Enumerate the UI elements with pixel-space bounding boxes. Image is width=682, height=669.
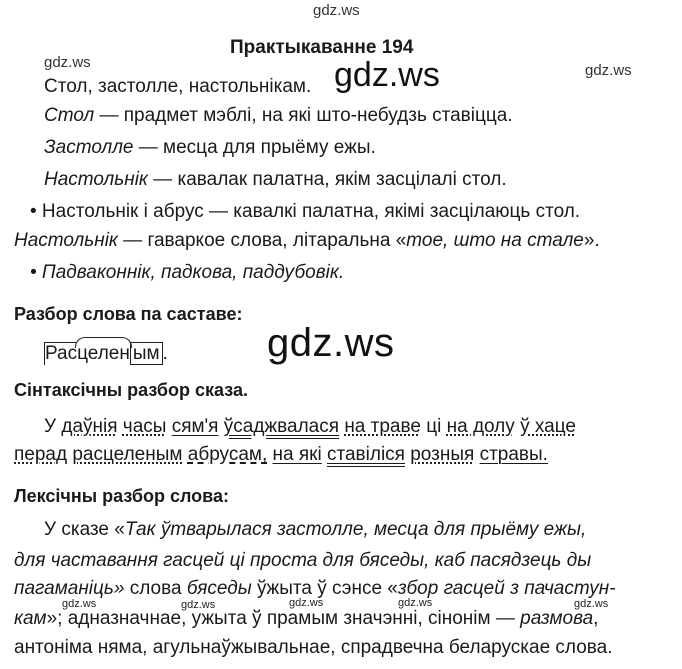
lexical-line-2: для частавання гасцей ці проста для бяседы, каб пасядзець ды bbox=[14, 550, 592, 571]
term-zastolle: Застолле bbox=[44, 137, 134, 158]
morph-heading: Разбор слова па саставе: bbox=[14, 304, 243, 324]
syntax-word-na-dolu: на долу bbox=[446, 416, 515, 437]
watermark-right: gdz.ws bbox=[585, 62, 632, 79]
syntax-subject: сям'я bbox=[171, 416, 219, 437]
lexical-line-5: антоніма няма, агульнаўжывальнае, спрадвечна беларускае слова. bbox=[14, 637, 613, 658]
syntax-word-perad: перад bbox=[14, 444, 68, 465]
syntax-word-na-yaki: на якi bbox=[272, 444, 322, 465]
text-line-6 bbox=[14, 230, 600, 252]
lexical-heading: Лексічны разбор слова: bbox=[14, 486, 229, 506]
text-line-3 bbox=[44, 137, 376, 159]
morph-dot: . bbox=[162, 343, 168, 364]
lexical-line-3: пагаманіць» слова бяседы ўжыта ў сэнсе «збор гасцей з пачастун- bbox=[14, 578, 616, 599]
watermark-left: gdz.ws bbox=[44, 54, 91, 71]
syntax-word-daunia: даўнія bbox=[61, 416, 118, 437]
text-line-7: • Падваконнік, падкова, паддубовік. bbox=[30, 262, 345, 283]
syntax-word-stravy: стравы. bbox=[479, 444, 548, 465]
syntax-word-rascelenym: расцеленым bbox=[72, 444, 183, 465]
watermark-bottom-3: gdz.ws bbox=[289, 597, 324, 609]
term-nastolnik-2: Настольнік bbox=[14, 230, 118, 251]
text-line-2 bbox=[44, 105, 513, 127]
watermark-bottom-5: gdz.ws bbox=[574, 598, 609, 610]
text-line-4 bbox=[44, 169, 507, 191]
morph-root: целен bbox=[77, 343, 130, 365]
watermark-top: gdz.ws bbox=[313, 2, 360, 19]
text-line-1: Стол, застолле, настольнікам. bbox=[44, 76, 312, 97]
morph-word bbox=[44, 342, 168, 365]
watermark-center: gdz.ws bbox=[334, 56, 440, 94]
syntax-line-2 bbox=[14, 444, 548, 466]
text-line-5: • Настольнік і абрус — кавалкі палатна, якімі засцілаюць стол. bbox=[30, 201, 581, 222]
syntax-predicate: ўсаджвалася bbox=[223, 416, 340, 437]
syntax-word-u-hace: ў хаце bbox=[520, 416, 576, 437]
watermark-bottom-4: gdz.ws bbox=[398, 597, 433, 609]
term-nastolnik: Настольнік bbox=[44, 169, 148, 190]
literal-quote: тое, што на стале bbox=[406, 230, 584, 251]
definition-stol: — прадмет мэблі, на які што-небудзь ставіцца. bbox=[94, 105, 513, 126]
literal-quote-end: ». bbox=[583, 230, 600, 251]
exercise-title: Практыкаванне 194 bbox=[230, 37, 414, 58]
syntax-word-roznyia: розныя bbox=[410, 444, 475, 465]
lexical-line-1: У сказе «Так ўтварылася застолле, месца для прыёму ежы, bbox=[44, 519, 587, 540]
lexical-line-4: кам»; адназначнае, ужыта ў прамым значэнні, сінонім — размова, bbox=[14, 608, 599, 629]
syntax-line-1 bbox=[44, 416, 576, 438]
morph-ending: ым bbox=[130, 342, 163, 365]
syntax-word-abrusam: абрусам, bbox=[187, 444, 268, 465]
morph-prefix: Рас bbox=[45, 343, 78, 364]
definition-zastolle: — месца для прыёму ежы. bbox=[133, 137, 376, 158]
syntax-heading: Сінтаксічны разбор сказа. bbox=[14, 380, 248, 400]
term-stol: Стол bbox=[44, 105, 95, 126]
syntax-word-chasy: часы bbox=[122, 416, 167, 437]
definition-nastolnik: — кавалак палатна, якім засцілалі стол. bbox=[147, 169, 507, 190]
watermark-middle: gdz.ws bbox=[267, 321, 395, 365]
watermark-bottom-1: gdz.ws bbox=[62, 598, 97, 610]
literal-meaning-text: — гаваркое слова, літаральна « bbox=[117, 230, 407, 251]
syntax-word-ci: ці bbox=[426, 416, 442, 437]
syntax-word-na-trave: на траве bbox=[344, 416, 421, 437]
syntax-word-stavilisia: ставіліся bbox=[326, 444, 405, 465]
watermark-bottom-2: gdz.ws bbox=[181, 599, 216, 611]
syntax-word-u: У bbox=[44, 416, 57, 437]
